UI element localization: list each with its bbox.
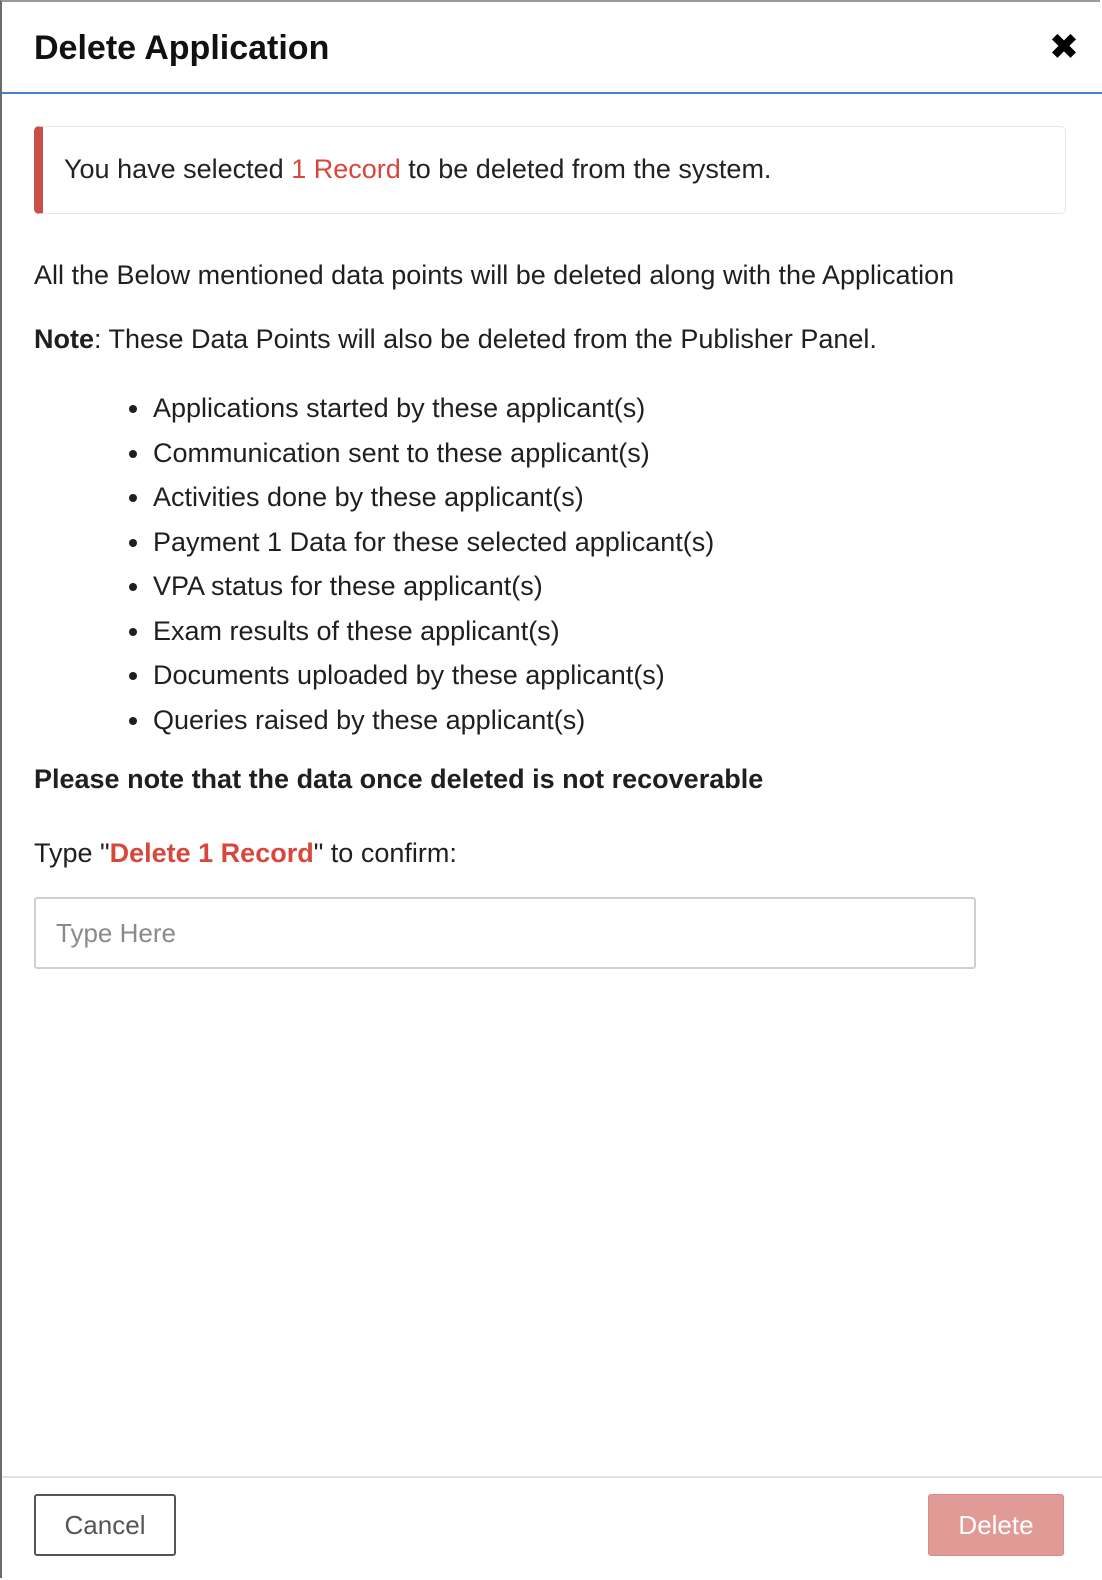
list-item: Payment 1 Data for these selected applicant(s) <box>153 520 714 565</box>
dialog-title: Delete Application <box>34 29 330 67</box>
dialog-header <box>2 2 1102 94</box>
confirm-instruction <box>34 836 457 870</box>
list-item: VPA status for these applicant(s) <box>153 564 714 609</box>
list-item: Applications started by these applicant(s) <box>153 386 714 431</box>
confirm-suffix: " to confirm: <box>313 838 457 868</box>
list-item: Activities done by these applicant(s) <box>153 475 714 520</box>
selection-alert <box>34 126 1066 214</box>
note-label: Note <box>34 324 94 354</box>
confirm-prefix: Type " <box>34 838 110 868</box>
list-item: Exam results of these applicant(s) <box>153 609 714 654</box>
note-text <box>34 322 877 356</box>
confirm-phrase: Delete 1 Record <box>109 838 314 868</box>
close-icon[interactable]: ✖ <box>1048 27 1080 68</box>
dialog-footer <box>2 1476 1102 1580</box>
list-item: Documents uploaded by these applicant(s) <box>153 653 714 698</box>
intro-text: All the Below mentioned data points will be deleted along with the Application <box>34 260 955 290</box>
confirm-input[interactable] <box>34 897 976 969</box>
list-item: Communication sent to these applicant(s) <box>153 431 714 476</box>
alert-suffix: to be deleted from the system. <box>400 154 772 184</box>
alert-text <box>64 152 771 186</box>
note-body: : These Data Points will also be deleted from the Publisher Panel. <box>94 324 877 354</box>
record-count: 1 Record <box>291 154 401 184</box>
delete-button[interactable]: Delete <box>928 1494 1064 1556</box>
cancel-button[interactable]: Cancel <box>34 1494 176 1556</box>
unrecoverable-warning: Please note that the data once deleted is not recoverable <box>34 764 764 794</box>
list-item: Queries raised by these applicant(s) <box>153 698 714 743</box>
alert-prefix: You have selected <box>64 154 292 184</box>
data-points-list <box>153 386 714 742</box>
